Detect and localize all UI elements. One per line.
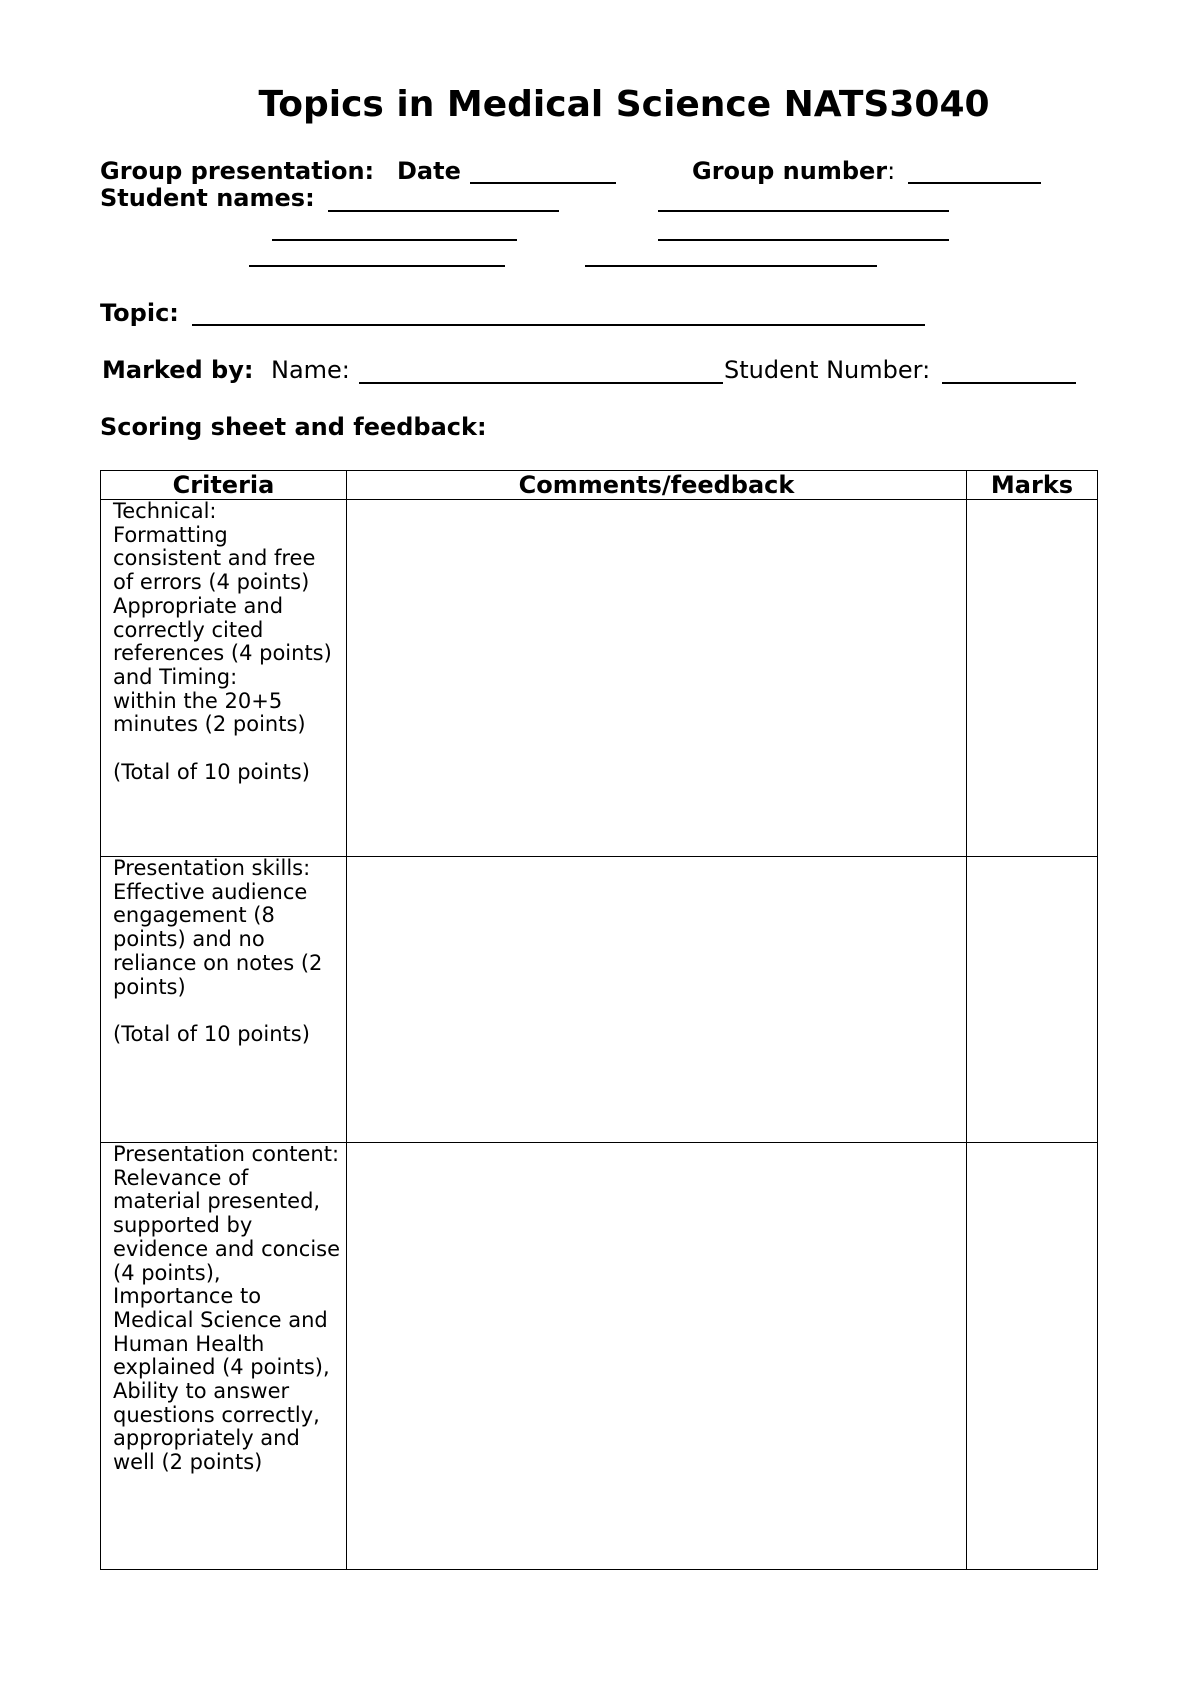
group-presentation-label: Group presentation:: [100, 157, 375, 185]
table-header-row: [101, 471, 1098, 500]
table-row: [101, 1143, 1098, 1570]
group-number-label: Group number: [692, 157, 888, 185]
student-name-field-4[interactable]: [658, 239, 949, 241]
marks-cell-presentation-content[interactable]: [967, 1143, 1098, 1570]
page-title: Topics in Medical Science NATS3040: [258, 84, 990, 125]
student-name-field-3[interactable]: [272, 239, 517, 241]
student-name-field-2[interactable]: [658, 210, 949, 212]
section-heading: Scoring sheet and feedback:: [100, 413, 487, 441]
scoring-table: [100, 470, 1098, 1570]
marked-by-label: Marked by:: [102, 356, 254, 384]
student-names-label: Student names:: [100, 184, 315, 212]
student-number-field[interactable]: [942, 382, 1076, 384]
comments-cell-presentation-content[interactable]: [347, 1143, 967, 1570]
comments-header: Comments/feedback: [347, 471, 967, 500]
date-label: Date: [397, 157, 461, 185]
topic-label: Topic:: [100, 299, 179, 327]
marks-cell-technical[interactable]: [967, 500, 1098, 857]
group-number-field[interactable]: [908, 182, 1041, 184]
topic-field[interactable]: [192, 324, 925, 326]
comments-cell-presentation-skills[interactable]: [347, 857, 967, 1143]
date-field[interactable]: [470, 182, 616, 184]
table-row: [101, 857, 1098, 1143]
criteria-technical: Technical: Formatting consistent and free of errors (4 points) Appropriate and correctly cited references (4 points) and Timing: within the 20+5 minutes (2 points) (Total of 10 points): [101, 500, 347, 857]
criteria-header: Criteria: [101, 471, 347, 500]
comments-cell-technical[interactable]: [347, 500, 967, 857]
marks-cell-presentation-skills[interactable]: [967, 857, 1098, 1143]
criteria-presentation-skills: Presentation skills: Effective audience engagement (8 points) and no reliance on notes (2 points) (Total of 10 points): [101, 857, 347, 1143]
marks-header: Marks: [967, 471, 1098, 500]
marker-name-field[interactable]: [359, 382, 723, 384]
student-name-field-6[interactable]: [585, 265, 877, 267]
student-name-field-5[interactable]: [249, 265, 505, 267]
name-label: Name:: [271, 356, 350, 384]
student-name-field-1[interactable]: [328, 210, 559, 212]
group-number-colon: :: [887, 157, 896, 185]
group-number-label-wrap: [692, 157, 895, 185]
table-row: [101, 500, 1098, 857]
student-number-label: Student Number:: [724, 356, 931, 384]
criteria-presentation-content: Presentation content: Relevance of material presented, supported by evidence and concise (4 points), Importance to Medical Science and Human Health explained (4 points), Ability to answer questions correctly, appropriately and well (2 points): [101, 1143, 347, 1570]
